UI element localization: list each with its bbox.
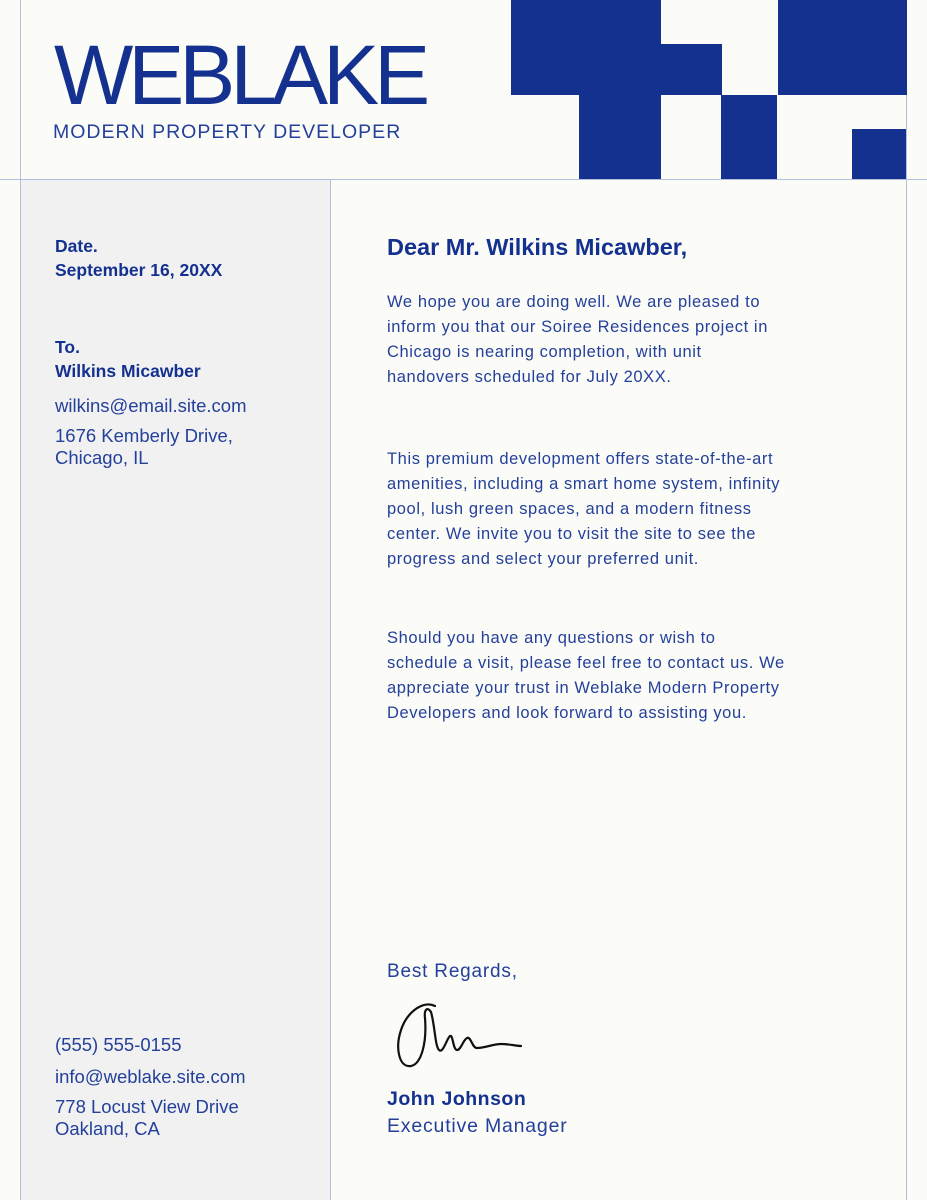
divider-left <box>20 0 21 1200</box>
company-address-line1: 778 Locust View Drive <box>55 1096 239 1117</box>
divider-right <box>906 95 907 1200</box>
signer-title: Executive Manager <box>387 1115 568 1137</box>
signature-image <box>393 998 528 1073</box>
company-email: info@weblake.site.com <box>55 1066 246 1087</box>
letter-paragraph-2: This premium development offers state-of-the-art amenities, including a smart home system, infinity pool, lush green spaces, and a modern fitness center. We invite you to visit the site to see the progress and select your preferred unit. <box>387 450 781 568</box>
decor-block <box>721 95 777 180</box>
decor-block <box>579 90 661 180</box>
company-address-line2: Oakland, CA <box>55 1118 160 1139</box>
recipient-address-line1: 1676 Kemberly Drive, <box>55 425 233 446</box>
brand-logo-text: WEBLAKE <box>54 28 426 122</box>
decor-block <box>655 44 722 95</box>
to-label: To. <box>55 337 80 357</box>
decor-block <box>778 0 907 95</box>
company-phone: (555) 555-0155 <box>55 1034 182 1055</box>
letter-closing: Best Regards, <box>387 961 518 982</box>
brand-tagline: MODERN PROPERTY DEVELOPER <box>53 121 402 143</box>
signer-name: John Johnson <box>387 1088 527 1110</box>
divider-header <box>0 179 927 180</box>
letter-greeting: Dear Mr. Wilkins Micawber, <box>387 234 688 260</box>
divider-middle <box>330 180 331 1200</box>
letter-paragraph-3: Should you have any questions or wish to schedule a visit, please feel free to contact us. We appreciate your trust in Weblake Modern Property Developers and look forward to assisting you. <box>387 629 785 722</box>
decor-block <box>852 129 907 180</box>
recipient-name: Wilkins Micawber <box>55 361 201 381</box>
recipient-address-line2: Chicago, IL <box>55 447 149 468</box>
decor-block <box>511 0 661 95</box>
header <box>0 0 927 180</box>
date-label: Date. <box>55 236 98 256</box>
recipient-email: wilkins@email.site.com <box>55 395 247 416</box>
date-value: September 16, 20XX <box>55 260 223 280</box>
letter-paragraph-1: We hope you are doing well. We are pleased to inform you that our Soiree Residences project in Chicago is nearing completion, with unit handovers scheduled for July 20XX. <box>387 293 768 386</box>
